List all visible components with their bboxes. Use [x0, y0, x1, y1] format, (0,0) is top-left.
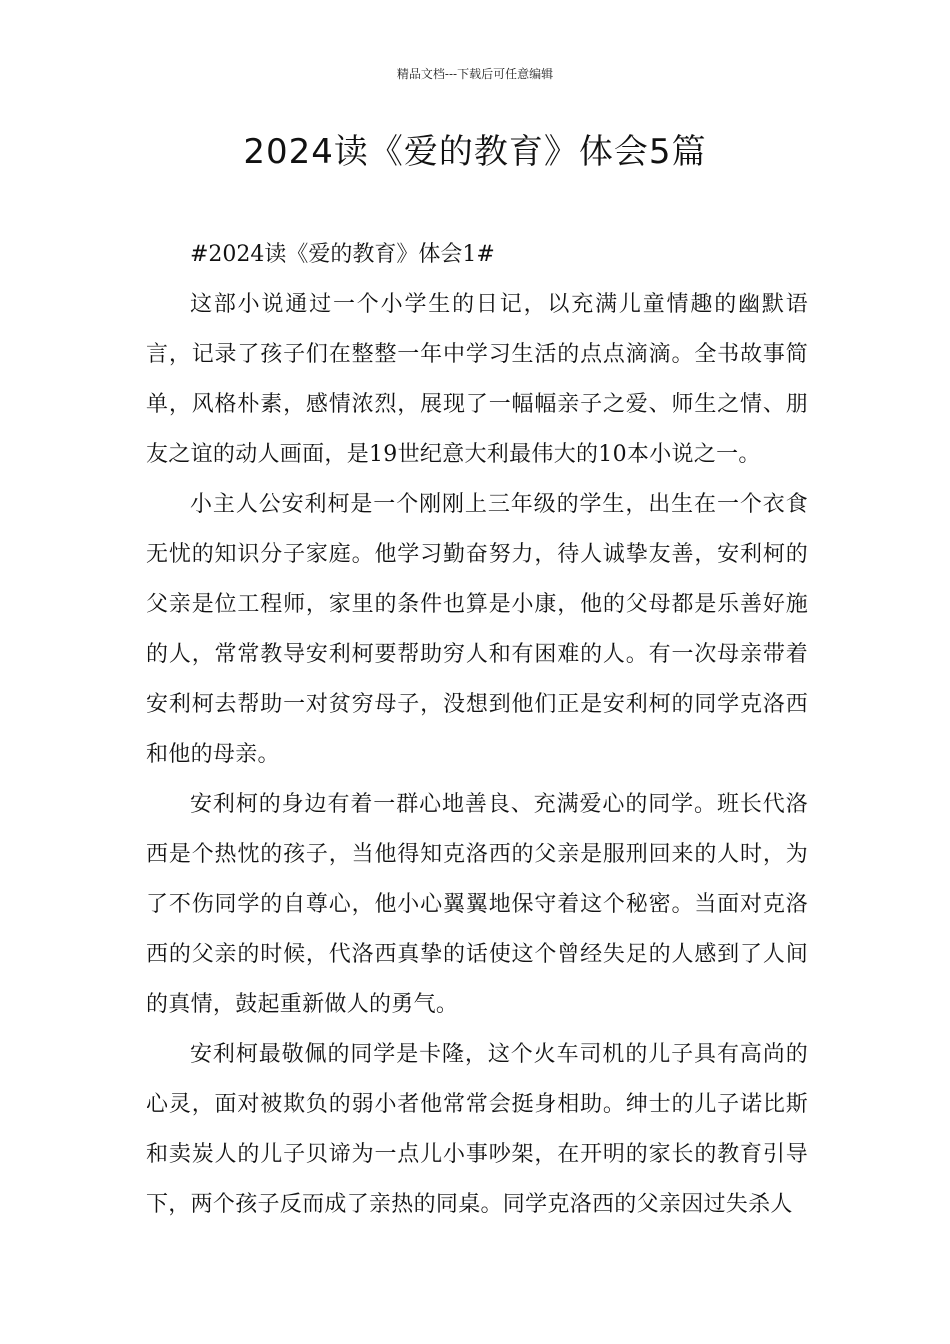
section-heading: #2024读《爱的教育》体会1#: [190, 242, 495, 267]
paragraph-4: 安利柯最敬佩的同学是卡隆，这个火车司机的儿子具有高尚的心灵，面对被欺负的弱小者他常常会挺身相助。绅士的儿子诺比斯和卖炭人的儿子贝谛为一点儿小事吵架，在开明的家长的教育引导下，两个孩子反而成了亲热的同桌。同学克洛西的父亲因过失杀人: [146, 1042, 808, 1217]
paragraph-1: 这部小说通过一个小学生的日记，以充满儿童情趣的幽默语言，记录了孩子们在整整一年中学习生活的点点滴滴。全书故事简单，风格朴素，感情浓烈，展现了一幅幅亲子之爱、师生之情、朋友之谊的动人画面，是19世纪意大利最伟大的10本小说之一。: [146, 292, 808, 467]
paragraph-2: 小主人公安利柯是一个刚刚上三年级的学生，出生在一个衣食无忧的知识分子家庭。他学习勤奋努力，待人诚挚友善，安利柯的父亲是位工程师，家里的条件也算是小康，他的父母都是乐善好施的人，常常教导安利柯要帮助穷人和有困难的人。有一次母亲带着安利柯去帮助一对贫穷母子，没想到他们正是安利柯的同学克洛西和他的母亲。: [146, 492, 808, 767]
document-title: 2024读《爱的教育》体会5篇: [243, 132, 707, 172]
header-note: 精品文档---下载后可任意编辑: [396, 67, 554, 81]
document-body: [146, 230, 808, 1230]
paragraph-3: 安利柯的身边有着一群心地善良、充满爱心的同学。班长代洛西是个热忱的孩子，当他得知克洛西的父亲是服刑回来的人时，为了不伤同学的自尊心，他小心翼翼地保守着这个秘密。当面对克洛西的父亲的时候，代洛西真挚的话使这个曾经失足的人感到了人间的真情，鼓起重新做人的勇气。: [146, 792, 808, 1017]
